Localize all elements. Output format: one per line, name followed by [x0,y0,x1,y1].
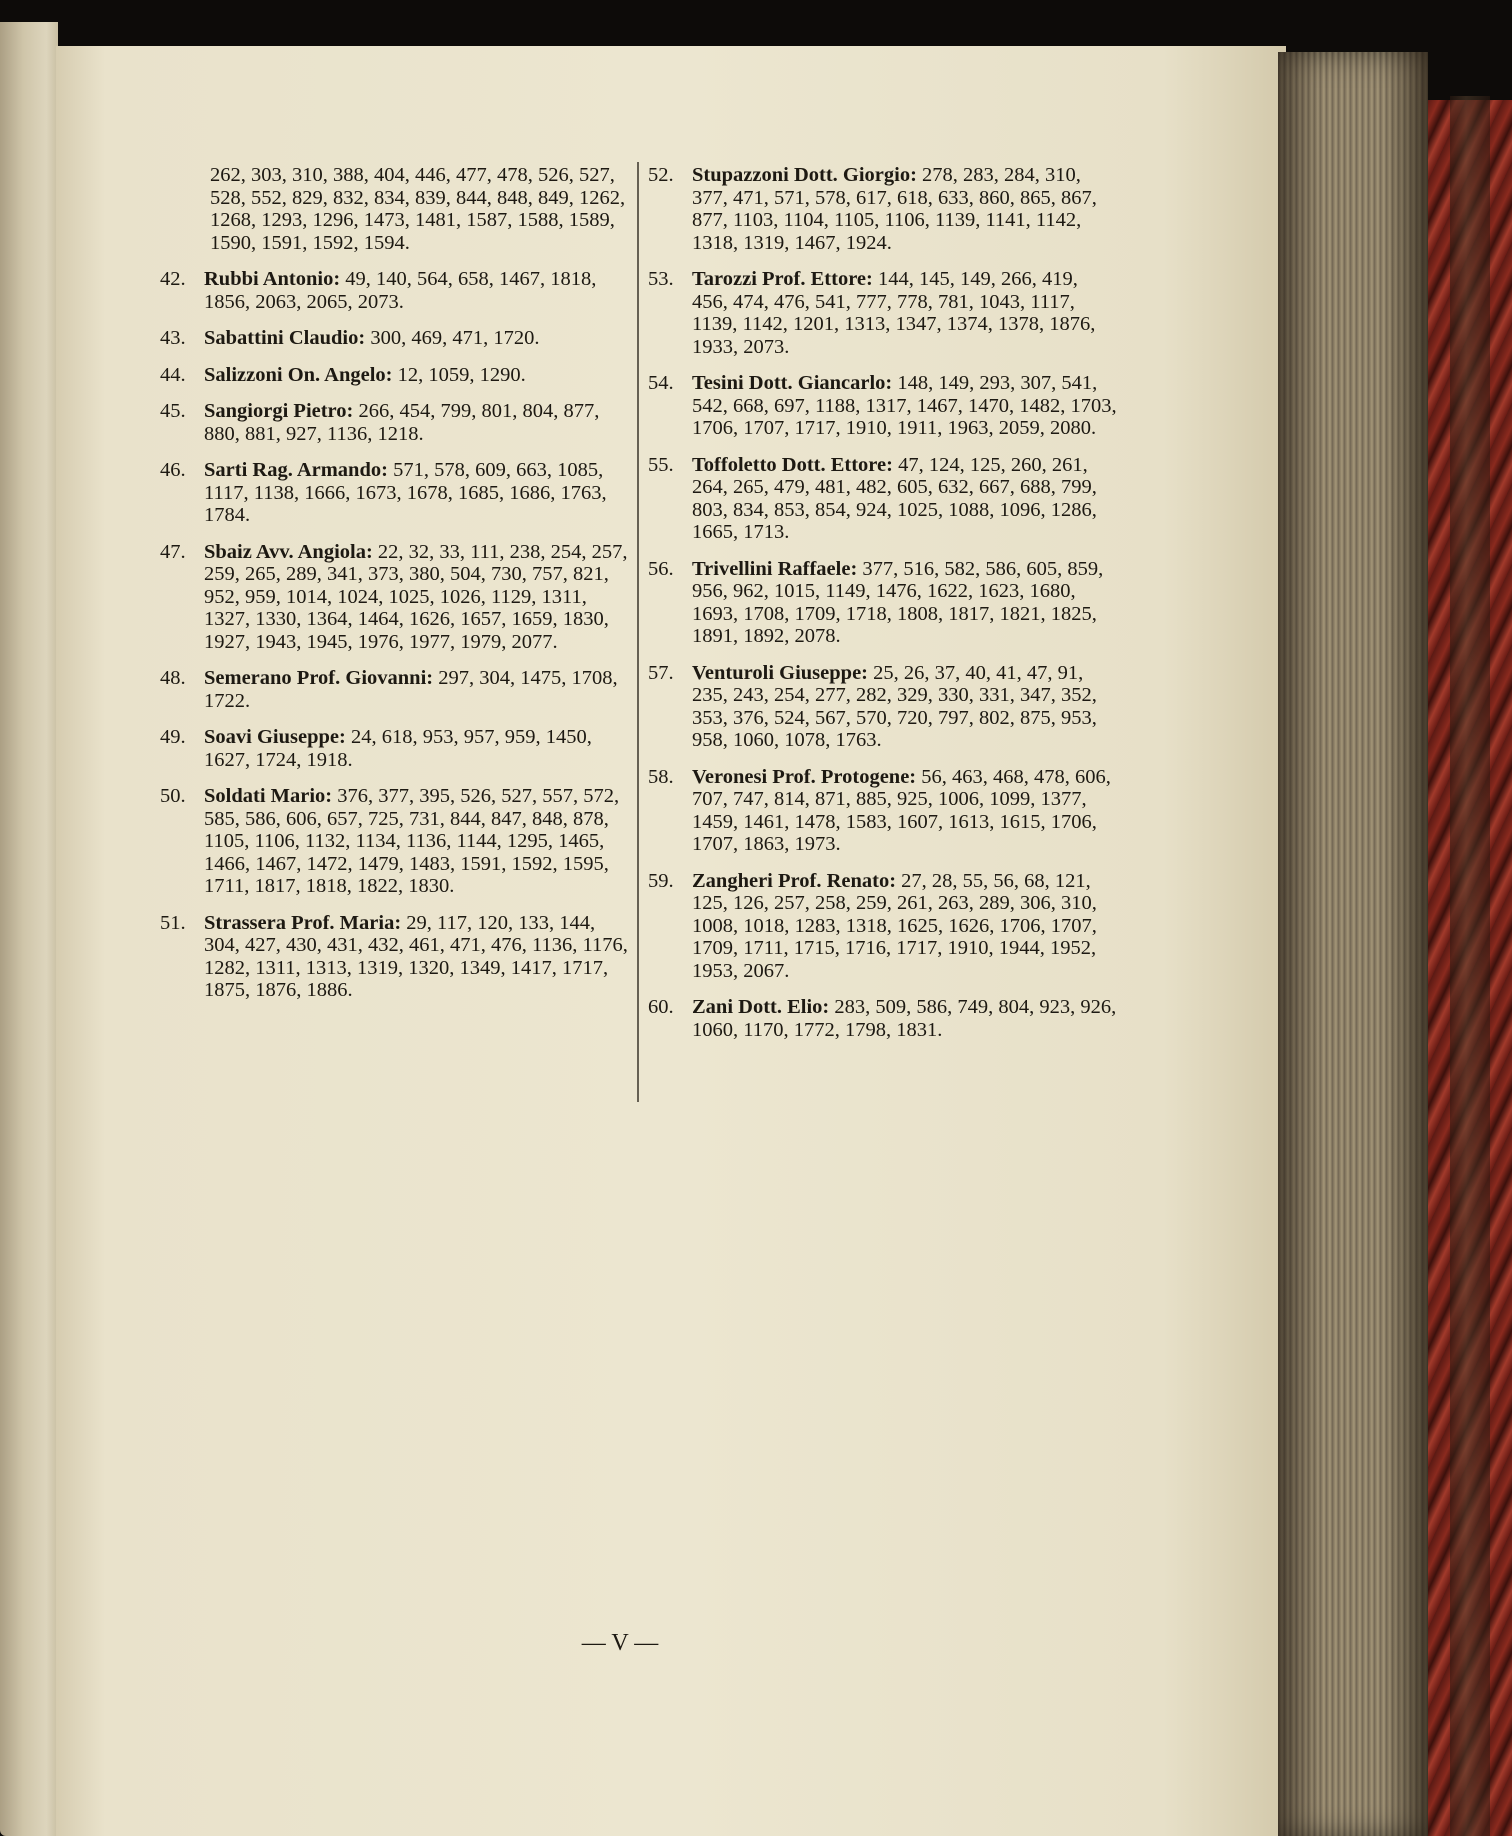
entry-name: Soavi Giuseppe: [204,726,346,748]
entry-name: Sarti Rag. Armando: [204,459,388,481]
cover-spine-shadow [1450,96,1490,1836]
entry-references: 27, 28, 55, 56, 68, 121, 125, 126, 257, 258, 259, 261, 263, 289, 306, 310, 1008, 1018, 1283, 1318, 1625, 1626, 1706, 1707, 1709, 1711, 1715, 1716, 1717, 1910, 1944, 1952, 1953, 2067. [692,869,1097,982]
index-entry [648,454,1118,544]
entry-number: 42. [160,268,186,290]
index-entry [160,268,630,313]
index-entry [648,164,1118,254]
entry-references: 25, 26, 37, 40, 41, 47, 91, 235, 243, 254, 277, 282, 329, 330, 331, 347, 352, 353, 376, 524, 567, 570, 720, 797, 802, 875, 953, 958, 1060, 1078, 1763. [692,661,1097,751]
entry-references: 29, 117, 120, 133, 144, 304, 427, 430, 431, 432, 461, 471, 476, 1136, 1176, 1282, 1311, 1313, 1319, 1320, 1349, 1417, 1717, 1875, 1876, 1886. [204,911,628,1001]
entry-name: Semerano Prof. Giovanni: [204,667,434,689]
index-entry [648,766,1118,856]
entry-references: 47, 124, 125, 260, 261, 264, 265, 479, 481, 482, 605, 632, 667, 688, 799, 803, 834, 853, 854, 924, 1025, 1088, 1096, 1286, 1665, 1713. [692,453,1097,543]
entry-name: Sbaiz Avv. Angiola: [204,540,373,563]
entry-number: 43. [160,327,186,349]
continued-entry: 262, 303, 310, 388, 404, 446, 477, 478, 526, 527, 528, 552, 829, 832, 834, 839, 844, 848, 849, 1262, 1268, 1293, 1296, 1473, 1481, 1587, 1588, 1589, 1590, 1591, 1592, 1594. [210,164,626,254]
entry-name: Tesini Dott. Giancarlo: [692,372,893,394]
index-entry [160,400,630,445]
entry-number: 45. [160,400,186,422]
entry-name: Sabattini Claudio: [204,327,366,349]
index-entry [160,726,630,771]
entry-references: 22, 32, 33, 111, 238, 254, 257, 259, 265, 289, 341, 373, 380, 504, 730, 757, 821, 952, 959, 1014, 1024, 1025, 1026, 1129, 1311, 1327, 1330, 1364, 1464, 1626, 1657, 1659, 1830, 1927, 1943, 1945, 1976, 1977, 1979, 2077. [204,540,628,653]
entry-number: 56. [648,557,674,580]
entry-name: Rubbi Antonio: [204,268,341,290]
entry-name: Soldati Mario: [204,785,333,807]
index-entry [648,662,1118,752]
index-column-left [160,164,630,1016]
entry-number: 52. [648,164,674,186]
entry-list-right [648,164,1118,1041]
index-entry [648,372,1118,440]
entry-references: 376, 377, 395, 526, 527, 557, 572, 585, 586, 606, 657, 725, 731, 844, 847, 848, 878, 1105, 1106, 1132, 1134, 1136, 1144, 1295, 1465, 1466, 1467, 1472, 1479, 1483, 1591, 1592, 1595, 1711, 1817, 1818, 1822, 1830. [204,785,620,897]
index-entry [160,785,630,898]
index-entry [160,327,630,350]
index-entry [160,541,630,654]
entry-number: 53. [648,268,674,290]
entry-name: Strassera Prof. Maria: [204,911,402,934]
entry-number: 44. [160,363,186,386]
entry-number: 50. [160,785,186,807]
entry-number: 57. [648,661,674,684]
entry-name: Trivellini Raffaele: [692,557,858,580]
entry-name: Veronesi Prof. Protogene: [692,765,917,788]
entry-name: Zani Dott. Elio: [692,996,830,1018]
entry-name: Toffoletto Dott. Ettore: [692,453,893,476]
entry-name: Sangiorgi Pietro: [204,400,354,422]
page-number: — V — [581,1630,659,1656]
previous-page-edge [0,22,58,1836]
index-column-right [648,164,1118,1055]
entry-references: 56, 463, 468, 478, 606, 707, 747, 814, 871, 885, 925, 1006, 1099, 1377, 1459, 1461, 1478, 1583, 1607, 1613, 1615, 1706, 1707, 1863, 1973. [692,765,1111,855]
index-entry [160,459,630,527]
index-entry [648,558,1118,648]
page-edges-shadow [1278,52,1428,1836]
index-entry [160,667,630,712]
entry-references: 24, 618, 953, 957, 959, 1450, 1627, 1724, 1918. [204,726,592,771]
entry-name: Salizzoni On. Angelo: [204,363,393,386]
entry-number: 48. [160,667,186,689]
index-entry [648,996,1118,1041]
entry-number: 51. [160,911,186,934]
entry-references: 300, 469, 471, 1720. [370,327,540,349]
entry-references: 12, 1059, 1290. [397,363,526,386]
entry-references: 297, 304, 1475, 1708, 1722. [204,667,618,712]
entry-name: Tarozzi Prof. Ettore: [692,268,873,290]
entry-name: Zangheri Prof. Renato: [692,869,897,892]
entry-number: 60. [648,996,674,1018]
entry-number: 55. [648,453,674,476]
entry-number: 54. [648,372,674,394]
entry-references: 144, 145, 149, 266, 419, 456, 474, 476, 541, 777, 778, 781, 1043, 1117, 1139, 1142, 1201, 1313, 1347, 1374, 1378, 1876, 1933, 2073. [692,268,1096,358]
entry-number: 47. [160,540,186,563]
entry-number: 46. [160,459,186,481]
entry-name: Stupazzoni Dott. Giorgio: [692,164,917,186]
entry-references: 49, 140, 564, 658, 1467, 1818, 1856, 2063, 2065, 2073. [204,268,597,313]
entry-references: 377, 516, 582, 586, 605, 859, 956, 962, 1015, 1149, 1476, 1622, 1623, 1680, 1693, 1708, 1709, 1718, 1808, 1817, 1821, 1825, 1891, 1892, 2078. [692,557,1104,647]
entry-name: Venturoli Giuseppe: [692,661,868,684]
entry-references: 266, 454, 799, 801, 804, 877, 880, 881, 927, 1136, 1218. [204,400,600,445]
entry-number: 59. [648,869,674,892]
entry-references: 571, 578, 609, 663, 1085, 1117, 1138, 1666, 1673, 1678, 1685, 1686, 1763, 1784. [204,459,607,526]
entry-references: 283, 509, 586, 749, 804, 923, 926, 1060, 1170, 1772, 1798, 1831. [692,996,1117,1041]
index-entry [160,364,630,387]
entry-references: 278, 283, 284, 310, 377, 471, 571, 578, 617, 618, 633, 860, 865, 867, 877, 1103, 1104, 1105, 1106, 1139, 1141, 1142, 1318, 1319, 1467, 1924. [692,164,1097,254]
entry-list-left [160,268,630,1002]
column-divider [637,162,639,1102]
index-entry [648,268,1118,358]
entry-references: 148, 149, 293, 307, 541, 542, 668, 697, 1188, 1317, 1467, 1470, 1482, 1703, 1706, 1707, 1717, 1910, 1911, 1963, 2059, 2080. [692,372,1117,439]
entry-number: 49. [160,726,186,748]
index-entry [648,870,1118,983]
entry-number: 58. [648,765,674,788]
index-entry [160,912,630,1002]
